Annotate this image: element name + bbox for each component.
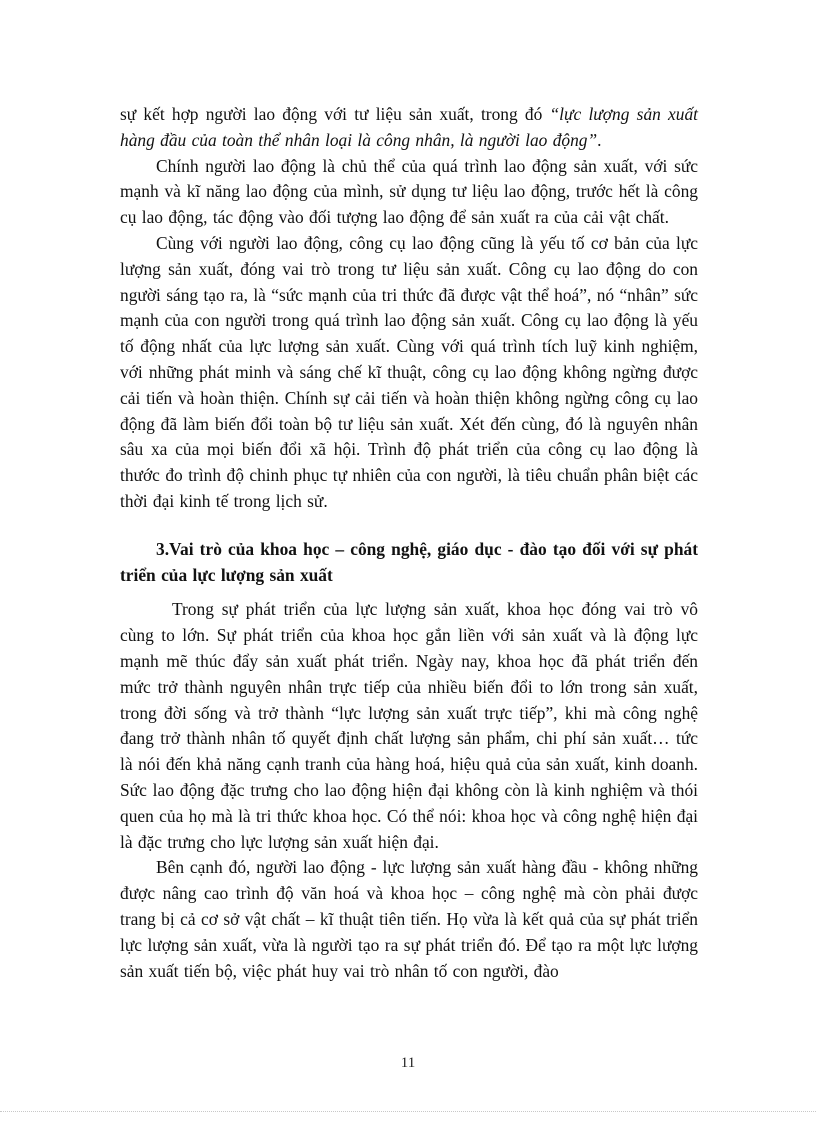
- paragraph-workers-role: Chính người lao động là chủ thể của quá trình lao động sản xuất, với sức mạnh và kĩ năng lao động của mình, sử dụng tư liệu lao động, trước hết là công cụ lao động, tác động vào đối tượng lao động để sản xuất ra của cải vật chất.: [120, 155, 698, 228]
- page-bottom-divider: [0, 1111, 816, 1112]
- italic-quote: “lực lượng sản xuất hàng đầu của toàn thể nhân loại là công nhân, là người lao động”: [120, 104, 698, 150]
- paragraph-tail-text: .: [597, 129, 602, 150]
- paragraph-workforce-role: Bên cạnh đó, người lao động - lực lượng sản xuất hàng đầu - không những được nâng cao trình độ văn hoá và khoa học – công nghệ mà còn phải được trang bị cả cơ sở vật chất – kĩ thuật tiên tiến. Họ vừa là kết quả của sự phát triển lực lượng sản xuất, vừa là người tạo ra sự phát triển đó. Để tạo ra một lực lượng sản xuất tiến bộ, việc phát huy vai trò nhân tố con người, đào: [120, 857, 698, 981]
- document-body: [120, 102, 698, 984]
- section-heading: 3.Vai trò của khoa học – công nghệ, giáo dục - đào tạo đối với sự phát triển của lực lượng sản xuất: [120, 538, 698, 585]
- paragraph-lead-text: sự kết hợp người lao động với tư liệu sản xuất, trong đó: [120, 104, 550, 124]
- paragraph-continued: [120, 102, 698, 154]
- page-number: 11: [400, 1055, 416, 1071]
- paragraph-tools-role: Cùng với người lao động, công cụ lao động cũng là yếu tố cơ bản của lực lượng sản xuất, đóng vai trò trong tư liệu sản xuất. Công cụ lao động do con người sáng tạo ra, là “sức mạnh của tri thức đã được vật thể hoá”, nó “nhân” sức mạnh của con người trong quá trình lao động sản xuất. Công cụ lao động là yếu tố động nhất của lực lượng sản xuất. Cùng với quá trình tích luỹ kinh nghiệm, với những phát minh và sáng chế kĩ thuật, công cụ lao động không ngừng được cải tiến và hoàn thiện. Chính sự cải tiến và hoàn thiện không ngừng công cụ lao động đã làm biến đổi toàn bộ tư liệu sản xuất. Xét đến cùng, đó là nguyên nhân sâu xa của mọi biến đổi xã hội. Trình độ phát triển của công cụ lao động là thước đo trình độ chinh phục tự nhiên của con người, là tiêu chuẩn phân biệt các thời đại kinh tế trong lịch sử.: [120, 232, 698, 511]
- paragraph-science-role: Trong sự phát triển của lực lượng sản xuất, khoa học đóng vai trò vô cùng to lớn. Sự phát triển của khoa học gắn liền với sản xuất và là động lực mạnh mẽ thúc đẩy sản xuất phát triển. Ngày nay, khoa học đã phát triển đến mức trở thành nguyên nhân trực tiếp của nhiều biến đổi to lớn trong sản xuất, trong đời sống và trở thành “lực lượng sản xuất trực tiếp”, khi mà công nghệ đang trở thành nhân tố quyết định chất lượng sản phẩm, chi phí sản xuất… tức là nói đến khả năng cạnh tranh của hàng hoá, hiệu quả của sản xuất, kinh doanh. Sức lao động đặc trưng cho lao động hiện đại không còn là kinh nghiệm và thói quen của họ mà là tri thức khoa học. Có thể nói: khoa học và công nghệ hiện đại là đặc trưng cho lực lượng sản xuất hiện đại.: [120, 599, 698, 852]
